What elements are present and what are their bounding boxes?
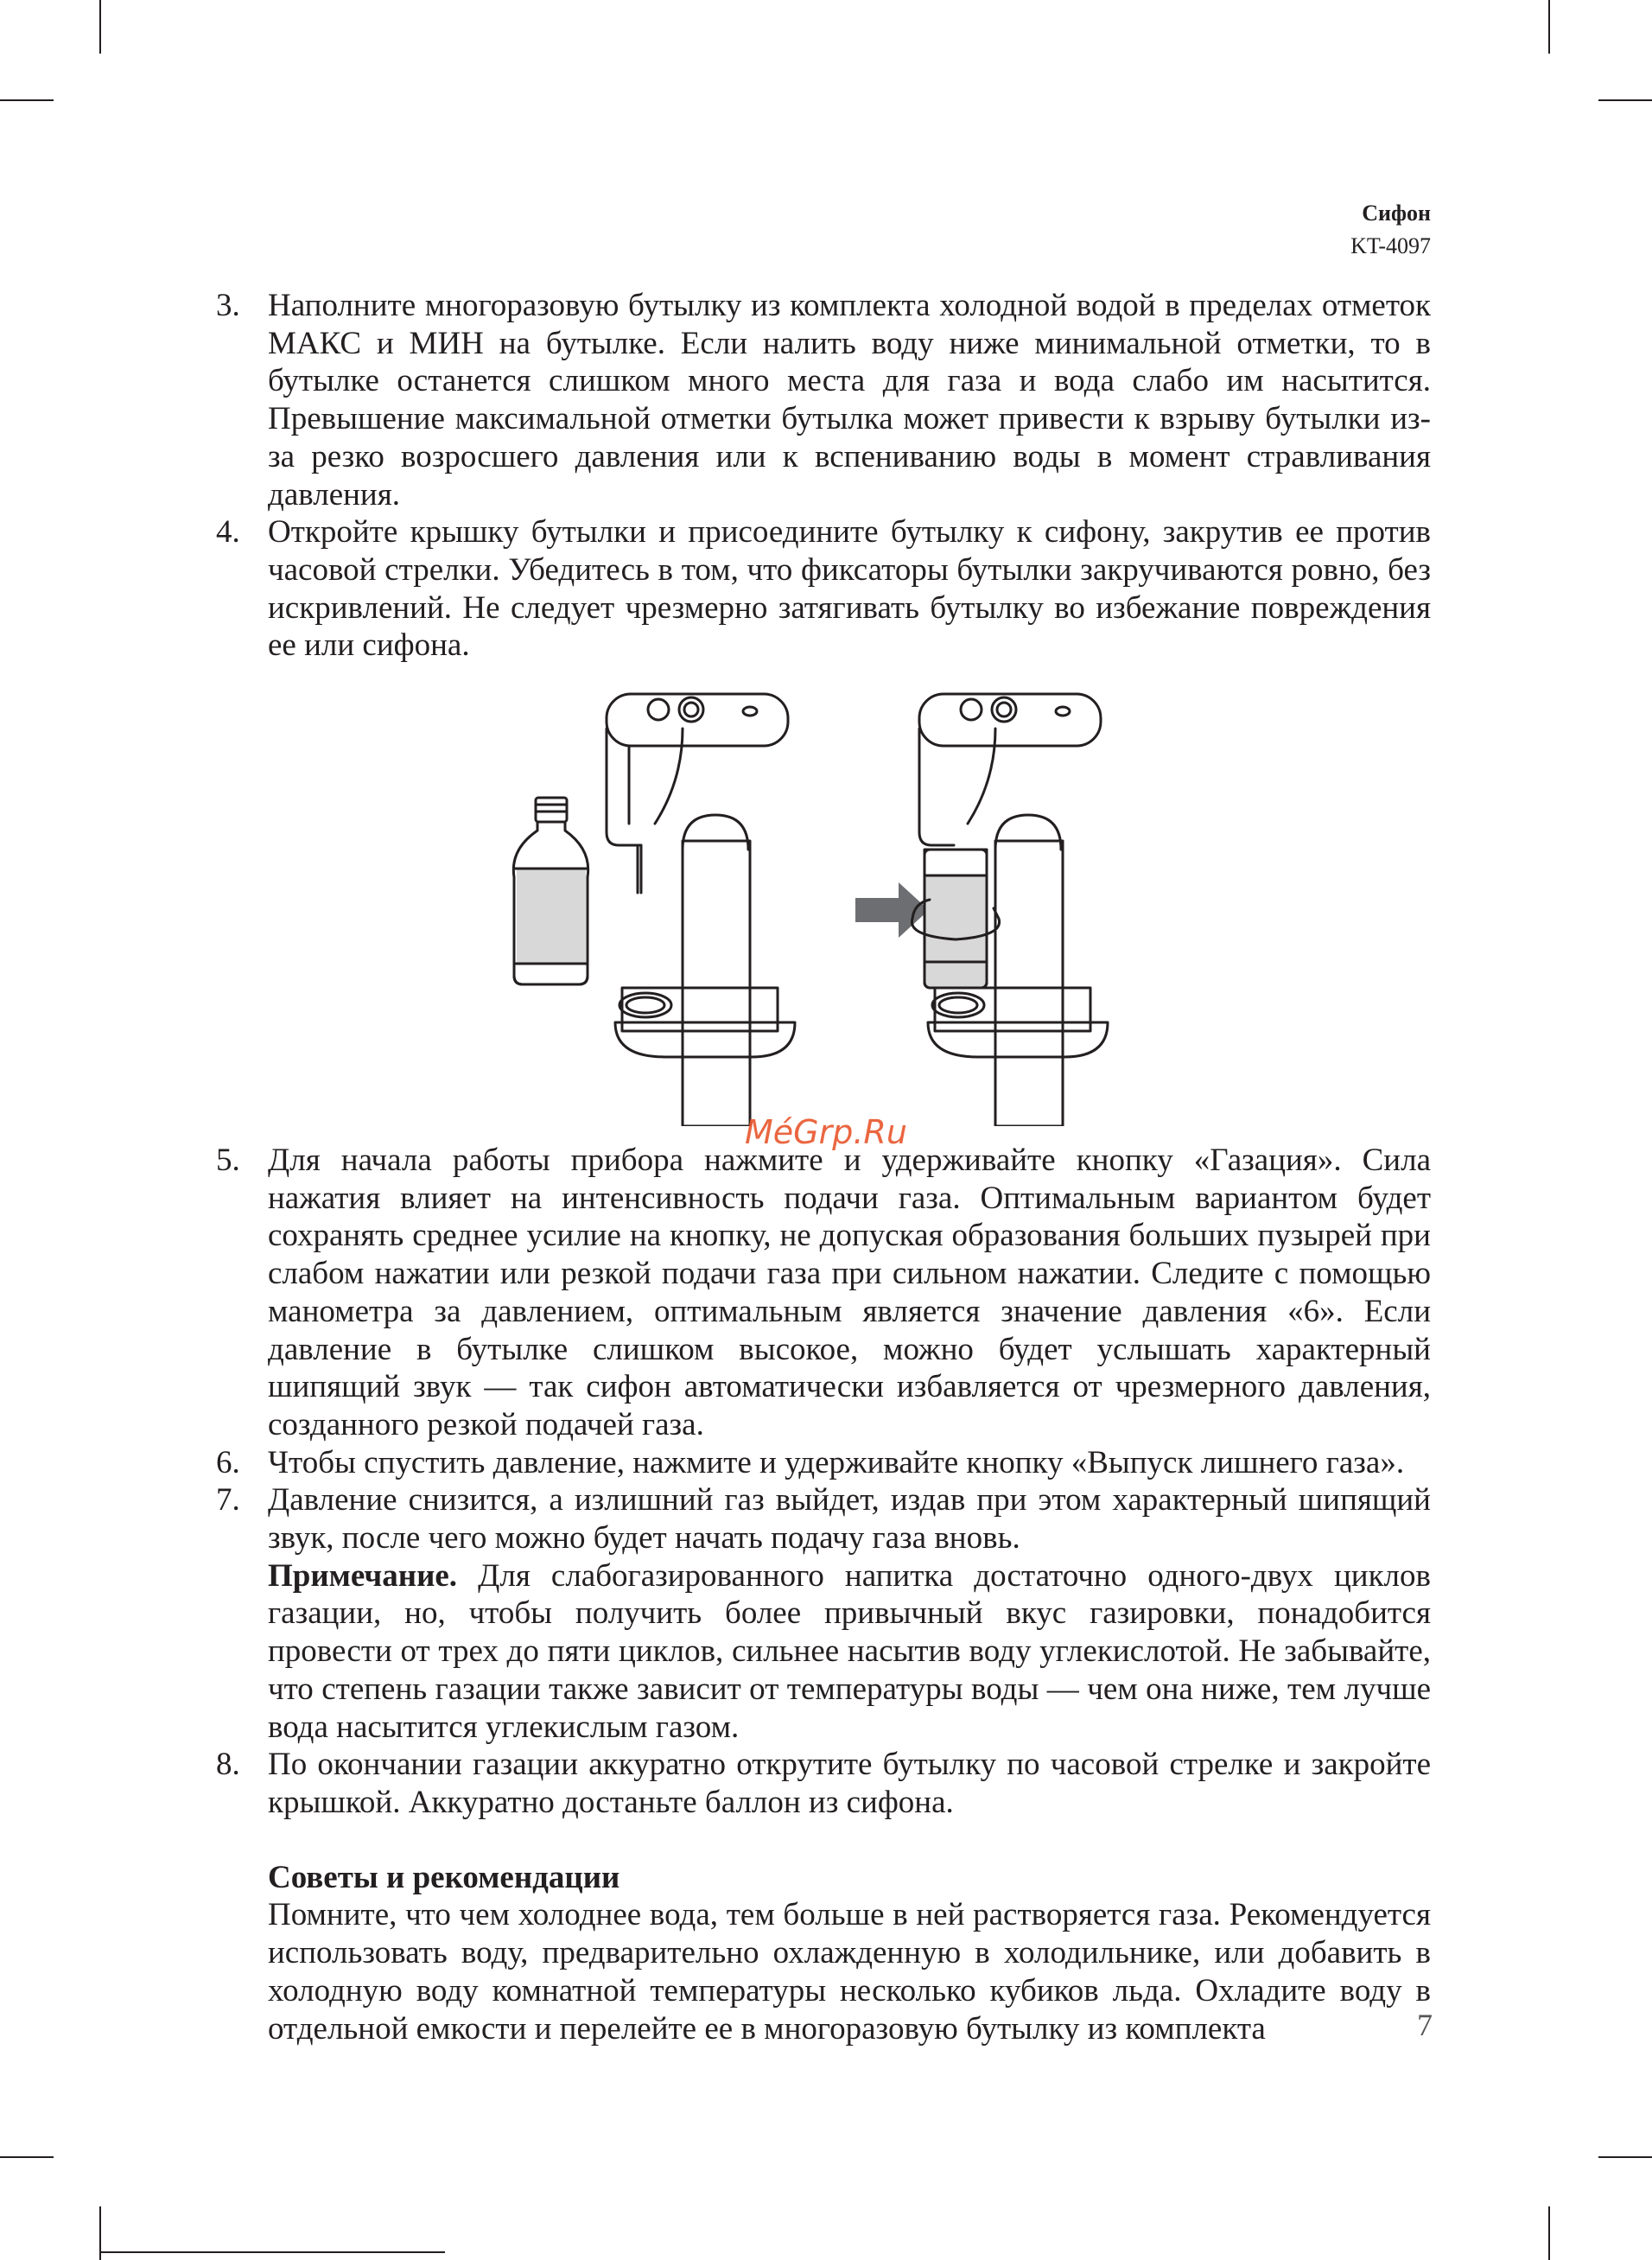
tips-paragraph: Помните, что чем холоднее вода, тем больше в ней растворяется газа. Рекомендуется использовать воду, предварительно охлажденную в холодильнике, или добавить в холодную воду комнатной температуры несколько кубиков льда. Охладите воду в отдельной емкости и перелейте ее в многоразовую бутылку из комплекта [268,1897,1431,2047]
crop-mark [1548,0,1550,54]
list-item [216,287,1431,513]
item-number: 5. [216,1143,240,1179]
note-paragraph [268,1557,1431,1747]
siphon-body-right-icon [912,694,1108,1126]
page-content [216,287,1431,2047]
siphon-bottle-attach-diagram [216,677,1431,1126]
item-number: 7. [216,1482,240,1518]
item-number: 8. [216,1747,240,1783]
crop-mark [0,2156,54,2158]
list-item [216,1481,1431,1746]
item-text: Для начала работы прибора нажмите и удерживайте кнопку «Газация». Сила нажатия влияет на интенсивность подачи газа. Оптимальным вариантом будет сохранять среднее усилие на кнопку, не допуская образования больших пузырей при слабом нажатии или резкой подачи газа при сильном нажатии. Следите с помощью манометра за давлением, оптимальным является значение давления «6». Если давление в бутылке слишком высокое, можно будет услышать характерный шипящий звук — так сифон автоматически избавляется от чрезмерного давления, созданного резкой подачей газа. [268,1143,1431,1442]
item-number: 3. [216,288,240,323]
list-item [216,1444,1431,1482]
loose-bottle-icon [513,798,588,984]
siphon-body-left-icon [607,694,795,1126]
header-title: Сифон [1362,201,1431,226]
item-text: Давление снизится, а излишний газ выйдет, издав при этом характерный шипящий звук, после чего можно будет начать подачу газа вновь. [268,1482,1431,1557]
list-item [216,513,1431,665]
item-text: По окончании газации аккуратно открутите бутылку по часовой стрелке и закройте крышкой. Аккуратно достаньте баллон из сифона. [268,1747,1431,1820]
item-number: 4. [216,514,240,551]
list-item [216,1746,1431,1821]
watermark: MéGrp.Ru [745,1113,907,1151]
crop-mark [1548,2206,1550,2260]
note-label: Примечание. [268,1557,458,1594]
list-item [216,1142,1431,1444]
item-text: Откройте крышку бутылки и присоедините бутылку к сифону, закрутив ее против часовой стрелки. Убедитесь в том, что фиксаторы бутылки закручиваются ровно, без искривлений. Не следует чрезмерно затягивать бутылку во избежание повреждения ее или сифона. [268,514,1431,664]
item-text: Наполните многоразовую бутылку из комплекта холодной водой в пределах отметок МАКС и МИН на бутылке. Если налить воду ниже минимальной отметки, то в бутылке останется слишком много места для газа и вода слабо им насытится. Превышение максимальной отметки бутылка может привести к взрыву бутылки из-за резко возросшего давления или к вспениванию воды в момент стравливания давления. [268,288,1431,512]
siphon-illustration [216,677,1431,1126]
note-text: Для слабогазированного напитка достаточно одного-двух циклов газации, но, чтобы получить более привычный вкус газировки, понадобится провести от трех до пяти циклов, сильнее насытив воду углекислотой. Не забывайте, что степень газации также зависит от температуры воды — чем она ниже, тем лучше вода насытится углекислым газом. [268,1557,1431,1745]
crop-mark [0,99,54,101]
item-number: 6. [216,1444,240,1480]
page-number: 7 [1417,2008,1433,2042]
header-model: KT-4097 [1350,233,1431,258]
running-header [1350,197,1431,263]
tips-section [268,1859,1431,2048]
tips-heading: Советы и рекомендации [268,1859,620,1895]
item-text: Чтобы спустить давление, нажмите и удерживайте кнопку «Выпуск лишнего газа». [268,1444,1405,1480]
crop-mark [1598,99,1652,101]
crop-mark [99,0,101,54]
bottom-rule [99,2251,445,2253]
crop-mark [1598,2156,1652,2158]
